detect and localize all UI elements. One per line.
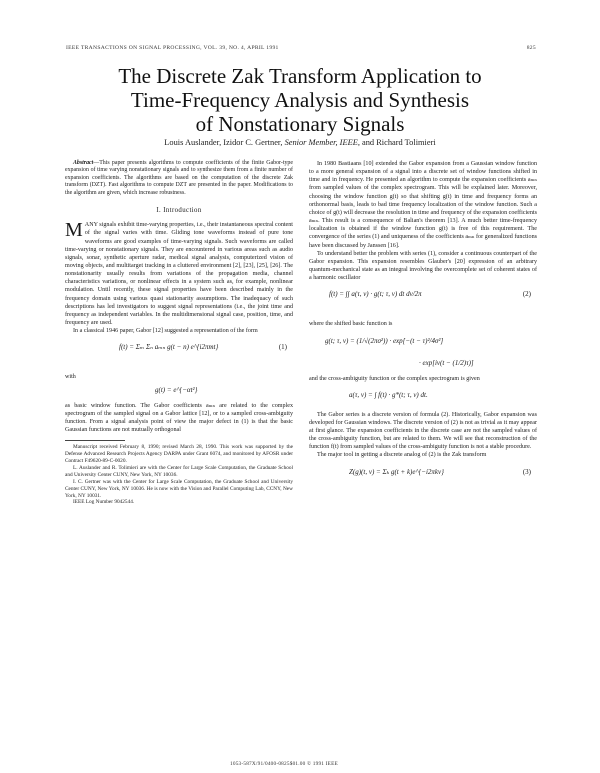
equation-4-body: a(τ, ν) = ∫ f(t) · g*(t; τ, ν) dt. xyxy=(349,390,428,399)
journal-citation: IEEE TRANSACTIONS ON SIGNAL PROCESSING, VOL. 39, NO. 4, APRIL 1991 xyxy=(66,45,279,51)
author-role: Senior Member, IEEE xyxy=(284,138,358,147)
with-label: with xyxy=(65,374,76,381)
equation-zak-body: Z(g)(t, ν) = Σₖ g(t + k)e^{−i2πkν} xyxy=(349,467,444,476)
paper-title xyxy=(40,64,560,136)
equation-4 xyxy=(309,385,537,409)
footnote-log-number: IEEE Log Number 9042544. xyxy=(73,499,135,506)
running-header xyxy=(66,45,536,51)
authors-tail: , and Richard Tolimieri xyxy=(357,138,436,147)
right-column xyxy=(309,160,537,488)
equation-1-body: f(t) = Σₘ Σₙ aₘₙ g(t − n) e^{i2πmt} xyxy=(119,343,219,352)
right-paragraph-2: To understand better the problem with series (1), consider a continuous counterpart of the Gabor expansion. This expansion resembles Glauber's [20] expression of an arbitrary quantum-mechanical state as an integral involving the overcomplete set of coherent states of a harmonic oscillator xyxy=(309,250,537,282)
author-list xyxy=(40,138,560,147)
abstract-label: Abstract xyxy=(73,160,94,166)
footnote-authors-2: I. C. Gertner was with the Center for Large Scale Computation, the Graduate School and University Center CUNY, New York, NY 10036. He is now with the Vision and Parallel Computing Lab, CCNY, New York, NY 10031. xyxy=(65,478,293,499)
intro-paragraph-1-text: ANY signals exhibit time-varying properties, i.e., their instantaneous spectral content of the signal varies with time. Gliding tone waveforms instead of pure tone waveforms are good examples of time-varying signals. Such waveforms are called time-varying or nonstationary signals. They are encountered in various areas such as audio signals, sonar, synthetic aperture radar, medical signal analysis, computerized vision of moving objects, and multitarget tracking in a cluttered environment [2], [23], [25], [26]. The nonstationarity usually results from variations of the propagation media, channel characteristics variations, or nonlinear effects in a system such as, for example, nonlinear modulation. Until recently, these signal properties have been described mainly in the frequency domain using various quasi stationarity assumptions. The inadequacy of such descriptions has led investigators to suggest signal representations (i.e., the joint time and frequency as independent variables. In the multidimensional signal case, position, time, and frequency are used. xyxy=(65,222,293,327)
left-column xyxy=(65,160,293,506)
copyright-code: 1053-587X/91/0400-0825$01.00 © 1991 IEEE xyxy=(230,761,338,767)
right-paragraph-3: where the shifted basic function is xyxy=(309,321,393,328)
page-number: 825 xyxy=(526,45,536,51)
equation-3b-body: · exp[iν(t − (1/2)τ)] xyxy=(419,358,474,367)
authors-names: Louis Auslander, Izidor C. Gertner, xyxy=(164,138,285,147)
section-heading-introduction: I. Introduction xyxy=(156,207,202,215)
title-line-3: of Nonstationary Signals xyxy=(195,112,405,136)
footnote-divider xyxy=(65,440,125,441)
equation-3a-body: g(t; τ, ν) = (1/√(2πσ²)) · exp[−(t − τ)²/4σ²] xyxy=(325,336,444,345)
title-line-1: The Discrete Zak Transform Application to xyxy=(118,64,482,88)
abstract-text: —This paper presents algorithms to compute coefficients of the finite Gabor-type expansion of time varying nonstationary signals and to synthesize them from a finite number of expansion coefficients. The algorithms are based on the computation of the discrete Zak transform (DZT). Fast algorithms to compute DZT are presented in the paper. Modifications to the algorithm are given, which increase robustness. xyxy=(65,160,293,196)
equation-zak xyxy=(309,462,537,486)
right-paragraph-5: The Gabor series is a discrete version of formula (2). Historically, Gabor expansion was developed for Gaussian windows. The discrete version of (2) is not as trivial as it may appear at first glance. The expansion coefficients in the discrete case are not the sampled values of the cross-ambiguity function, but are related to them. We will see that reconstruction of the function f(t) from sampled values of the cross-ambiguity function is not a stable procedure. xyxy=(309,411,537,451)
title-line-2: Time-Frequency Analysis and Synthesis xyxy=(130,88,470,112)
equation-zak-number: (3) xyxy=(522,467,531,476)
right-paragraph-4: and the cross-ambiguity function or the complex spectrogram is given xyxy=(309,375,480,382)
right-paragraph-6: The major tool in getting a discrete analog of (2) is the Zak transform xyxy=(317,452,487,459)
intro-paragraph-3: as basic window function. The Gabor coefficients aₘₙ are related to the complex spectrogram of the sampled signal on a Gabor lattice [12], or to a sampled cross-ambiguity function. From a signal analysis point of view the major defect in (1) is that the basic Gaussian functions are not mutually orthogonal xyxy=(65,402,293,433)
equation-2 xyxy=(309,284,537,318)
intro-paragraph-2: In a classical 1946 paper, Gabor [12] suggested a representation of the form xyxy=(73,328,258,335)
equation-window xyxy=(65,384,293,400)
drop-cap: M xyxy=(65,219,83,242)
footnote-authors-1: L. Auslander and R. Tolimieri are with the Center for Large Scale Computation, the Graduate School and University Center CUNY, New York, NY 10036. xyxy=(65,464,293,478)
equation-1-number: (1) xyxy=(278,343,287,352)
equation-3a xyxy=(309,331,537,355)
abstract xyxy=(65,160,293,197)
footnote-manuscript: Manuscript received February 8, 1990; revised March 28, 1990. This work was supported by the Defense Advanced Research Projects Agency DARPA under Grant 6074, and monitored by AFOSR under Contract F49620-89-C-0020. xyxy=(65,444,293,464)
equation-1 xyxy=(65,337,293,371)
equation-window-body: g(t) = e^{−αt²} xyxy=(155,385,198,394)
equation-2-number: (2) xyxy=(522,290,531,299)
intro-paragraph-1 xyxy=(65,221,293,327)
right-paragraph-1: In 1980 Bastiaans [10] extended the Gabor expansion from a Gaussian window function to a more general expansion of a signal into a discrete set of window functions shifted in time and in frequency. He presented an algorithm to compute the expansion coefficients aₘₙ from sampled values of the complex spectrogram. This will be explained later. Moreover, choosing the window function g(t) so that shifting g(t) in time and frequency forms an orthonormal basis, leads to bad time frequency localization of the window function. Such a choice of g(t) will decrease the resolution in time and frequency of the expansion coefficients aₘₙ. This result is a consequence of Balian's theorem [13]. A much better time-frequency localization is obtained if the window function g(t) is free of this requirement. The convergence of the series (1) and uniqueness of the coefficients aₘₙ for generalized functions have been discussed by Janssen [16]. xyxy=(309,161,537,249)
equation-3b xyxy=(309,357,537,373)
equation-2-body: f(t) = ∫∫ a(τ, ν) · g(t; τ, ν) dt dν/2π xyxy=(329,290,422,299)
